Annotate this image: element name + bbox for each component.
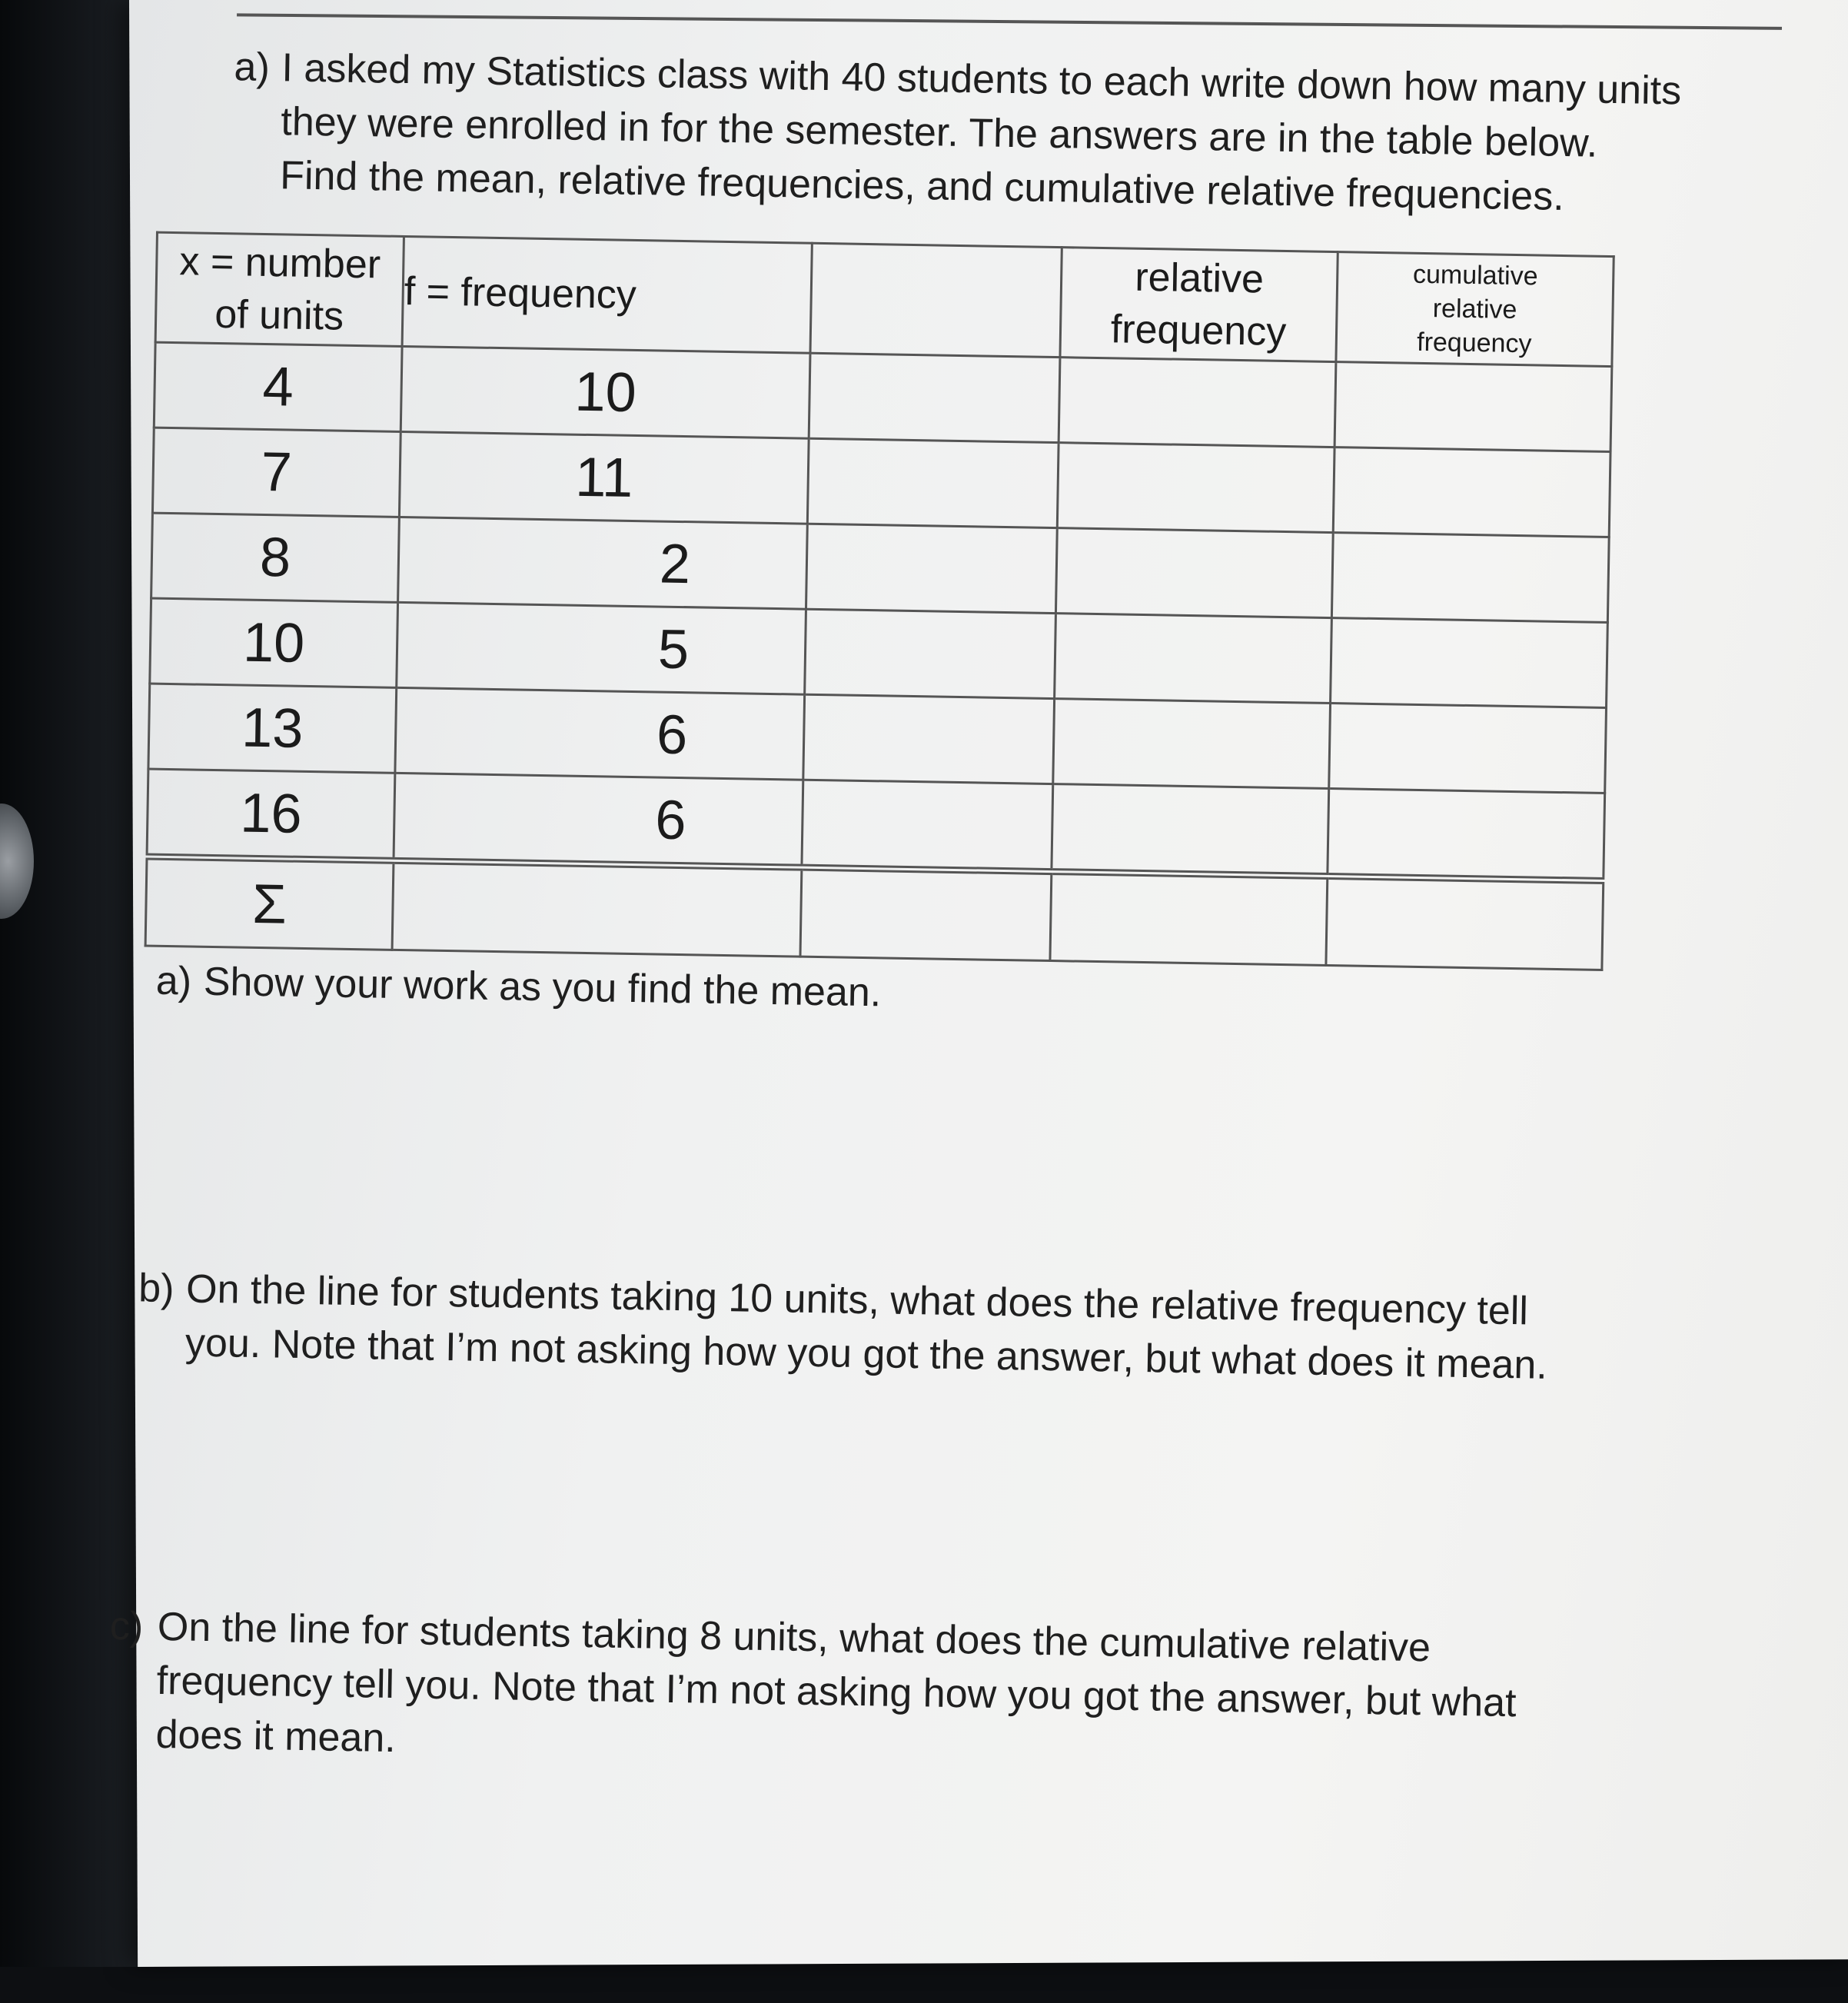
- cell-relative-frequency[interactable]: [1055, 528, 1333, 618]
- sum-cell-blank[interactable]: [800, 867, 1052, 960]
- cell-blank[interactable]: [805, 609, 1056, 698]
- question-a: [232, 40, 1682, 225]
- cell-cumulative-relative-frequency[interactable]: [1334, 362, 1612, 452]
- cell-f: 6: [394, 773, 803, 867]
- cell-cumulative-relative-frequency[interactable]: [1328, 789, 1605, 881]
- question-c-line-2: frequency tell you. Note that I’m not asking how you got the answer, but what: [156, 1658, 1517, 1726]
- cell-x: 7: [152, 428, 401, 517]
- cell-x: 13: [148, 684, 397, 773]
- cell-blank[interactable]: [803, 694, 1055, 784]
- cell-blank[interactable]: [806, 524, 1057, 613]
- header-f: f = frequency: [402, 236, 812, 353]
- question-c: [108, 1599, 1517, 1784]
- question-a-line-3: Find the mean, relative frequencies, and cumulative relative frequencies.: [279, 153, 1565, 219]
- cell-relative-frequency[interactable]: [1052, 784, 1329, 877]
- cell-relative-frequency[interactable]: [1059, 358, 1336, 448]
- cell-x: 4: [154, 342, 402, 431]
- cell-f: 6: [395, 687, 805, 780]
- question-b-line-1: On the line for students taking 10 units, what does the relative frequency tell: [185, 1266, 1529, 1334]
- header-x-line-2: of units: [214, 291, 344, 339]
- cell-cumulative-relative-frequency[interactable]: [1329, 704, 1607, 794]
- cell-x: 8: [151, 513, 400, 602]
- question-b-marker: b): [138, 1266, 174, 1312]
- question-show-text: Show your work as you find the mean.: [203, 959, 882, 1016]
- header-cumulative-relative-frequency: [1336, 252, 1614, 367]
- question-c-line-3: does it mean.: [155, 1712, 397, 1762]
- cell-f: 10: [401, 346, 810, 438]
- cell-x: 16: [147, 769, 395, 860]
- header-rel-line-2: frequency: [1110, 307, 1287, 355]
- question-b-line-2: you. Note that I’m not asking how you got the answer, but what does it mean.: [184, 1320, 1548, 1388]
- cell-relative-frequency[interactable]: [1057, 443, 1334, 533]
- header-cum-line-2: relative: [1432, 294, 1517, 324]
- header-rel-line-1: relative: [1134, 255, 1265, 302]
- header-x: [155, 232, 404, 346]
- cell-blank[interactable]: [802, 780, 1053, 871]
- cell-f: 5: [397, 602, 806, 694]
- question-c-marker: c): [109, 1603, 144, 1649]
- header-cum-line-1: cumulative: [1412, 259, 1538, 291]
- cell-blank[interactable]: [807, 438, 1059, 527]
- worksheet-page: [109, 0, 1848, 1967]
- sum-cell-relative-frequency[interactable]: [1050, 872, 1328, 966]
- cell-cumulative-relative-frequency[interactable]: [1333, 448, 1610, 537]
- question-a-line-2: they were enrolled in for the semester. The answers are in the table below.: [280, 99, 1598, 166]
- sigma-symbol: Σ: [145, 857, 394, 950]
- cell-f: 2: [398, 517, 808, 609]
- cell-relative-frequency[interactable]: [1053, 699, 1331, 789]
- header-relative-frequency: [1060, 248, 1338, 362]
- cell-f: 11: [399, 431, 809, 524]
- worksheet-content: [97, 0, 1848, 1995]
- cell-relative-frequency[interactable]: [1055, 614, 1332, 704]
- cell-x: 10: [150, 598, 398, 687]
- question-show-work: [155, 954, 882, 1020]
- sum-cell-f[interactable]: [392, 860, 802, 957]
- header-cum-line-3: frequency: [1416, 327, 1532, 359]
- question-show-marker: a): [155, 958, 192, 1004]
- question-b: [137, 1261, 1548, 1392]
- cell-cumulative-relative-frequency[interactable]: [1331, 533, 1609, 623]
- cell-blank[interactable]: [809, 353, 1060, 442]
- header-x-line-1: x = number: [179, 239, 381, 288]
- sum-cell-cumulative-relative-frequency[interactable]: [1326, 877, 1604, 970]
- frequency-table: [145, 231, 1615, 971]
- cell-cumulative-relative-frequency[interactable]: [1331, 618, 1608, 708]
- question-a-line-1: I asked my Statistics class with 40 students to each write down how many units: [281, 45, 1682, 114]
- header-blank: [810, 243, 1062, 357]
- question-a-marker: a): [234, 45, 271, 91]
- question-c-line-1: On the line for students taking 8 units, what does the cumulative relative: [157, 1604, 1431, 1671]
